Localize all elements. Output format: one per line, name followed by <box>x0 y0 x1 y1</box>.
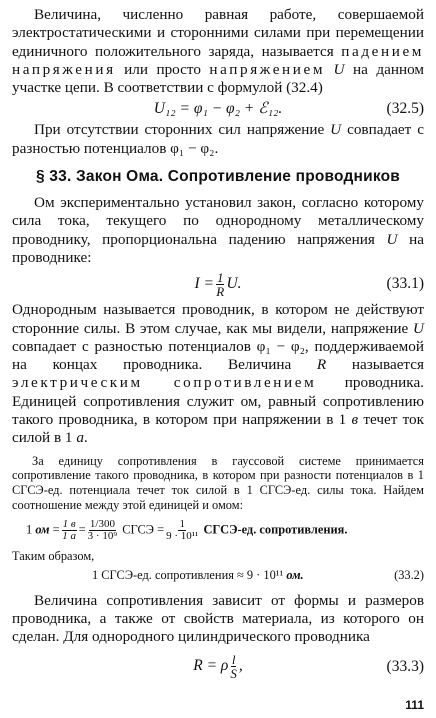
text: течет ток силой в 1 <box>12 411 424 447</box>
text: называется <box>326 356 424 374</box>
equation-number: (32.5) <box>386 100 424 118</box>
numerator: l <box>231 652 236 668</box>
unit-ampere: а <box>76 429 84 447</box>
equation-body <box>26 519 347 542</box>
eq-sign: = <box>52 522 60 537</box>
equation-32-5 <box>12 97 424 121</box>
eq-left: I = <box>194 274 214 292</box>
fraction <box>216 271 225 298</box>
denominator: S <box>230 666 237 682</box>
text: совпадает с разностью потенциалов φ₁ − φ₂. <box>12 121 424 157</box>
numerator: 1 <box>179 518 185 531</box>
numerator: 1/300 <box>89 518 115 531</box>
eq-right: , <box>238 657 243 675</box>
equation-33-2 <box>12 564 424 588</box>
paragraph-no-external-forces <box>12 121 424 158</box>
paragraph-voltage-definition <box>12 6 424 97</box>
text: или просто <box>115 60 210 78</box>
eq-left: R = ρ <box>193 657 229 675</box>
numerator: 1 в <box>62 518 76 531</box>
denominator: R <box>216 283 225 299</box>
numerator: 1 <box>216 269 224 285</box>
paragraph-resistance-depends: Величина сопротивления зависит от формы и размеров проводника, а также от свойств материала, из которого он сделан. Для однородного цилиндрического проводника <box>12 591 424 646</box>
text: совпадает с разностью потенциалов φ₁ − φ₂, поддерживаемой на концах проводника. Величина <box>12 337 424 374</box>
denominator: 1 а <box>62 530 77 543</box>
text: Однородным называется проводник, в котором не действуют сторонние силы. В этом случае, как мы видели, напряжение <box>12 301 424 337</box>
unit-volt: в <box>351 411 359 429</box>
equation-body <box>12 653 424 680</box>
paragraph-resistance <box>12 301 424 447</box>
fraction-conversion <box>88 519 118 542</box>
symbol-r: R <box>316 356 327 374</box>
section-title: § 33. Закон Ома. Сопротивление проводников <box>35 168 400 186</box>
text: на проводнике: <box>12 230 424 266</box>
unit-ohm: ом <box>35 522 50 537</box>
text: проводника. Единицей сопротивления служит ом, равный сопротивлению такого проводника, в котором при напряжении в 1 <box>12 374 424 429</box>
symbol-u: U <box>413 319 424 337</box>
denominator: 3 · 10⁹ <box>87 530 118 543</box>
equation-number: (33.1) <box>386 275 424 293</box>
equation-number: (33.2) <box>394 568 424 583</box>
eq-sign: = <box>78 522 86 537</box>
text: на данном участке цепи. В соответствии с формулой (32.4) <box>12 60 424 97</box>
denominator: 9 · 10¹¹ <box>166 530 199 543</box>
symbol-u: U <box>333 60 345 78</box>
fraction <box>230 653 237 680</box>
text: 1 СГСЭ-ед. сопротивления ≈ 9 · 10¹¹ <box>92 568 284 583</box>
equation-ohm-conversion <box>12 513 424 549</box>
eq-right: U. <box>226 274 242 292</box>
unit-ohm: ом. <box>286 568 304 583</box>
term-voltage: напряжением <box>209 60 326 78</box>
fraction-result <box>166 519 198 542</box>
text: СГСЭ-ед. сопротивления. <box>203 522 348 537</box>
page-number: 111 <box>405 698 424 712</box>
text: Величина, численно равная работе, совершаемой электростатическими и сторонними силами при перемещении единичного положительного заряда, называется <box>12 6 424 60</box>
term-resistance: электрическим сопротивлением <box>12 374 317 392</box>
eq-lead: 1 <box>26 522 33 537</box>
equation-33-1 <box>12 267 424 301</box>
note-gauss-unit: За единицу сопротивления в гауссовой системе принимается сопротивление такого проводника, в котором при разности потенциалов в 1 СГСЭ-ед. потенциала течет ток силой в 1 СГСЭ-ед. силы тока. Найдем соотношение между этой единицей и омом: <box>12 453 424 513</box>
text: СГСЭ = <box>122 522 165 537</box>
equation-33-3 <box>12 647 424 687</box>
equation-body <box>92 568 304 583</box>
equation-body: U₁₂ = φ₁ − φ₂ + ℰ₁₂. <box>153 100 283 118</box>
paragraph-ohm-law <box>12 194 424 267</box>
equation-body <box>12 271 424 298</box>
equation-number: (33.3) <box>386 657 424 675</box>
text: . <box>83 429 88 447</box>
note-thus: Таким образом, <box>12 548 95 563</box>
fraction-v-a <box>62 519 77 542</box>
symbol-u: U <box>330 121 342 139</box>
term-voltage-drop: падением напряжения <box>12 42 424 78</box>
symbol-u: U <box>386 230 398 248</box>
text: При отсутствии сторонних сил напряжение <box>34 121 331 139</box>
text: Ом экспериментально установил закон, согласно которому сила тока, текущего по однородному металлическому проводнику, пропорциональна падению напряжения <box>12 194 424 248</box>
